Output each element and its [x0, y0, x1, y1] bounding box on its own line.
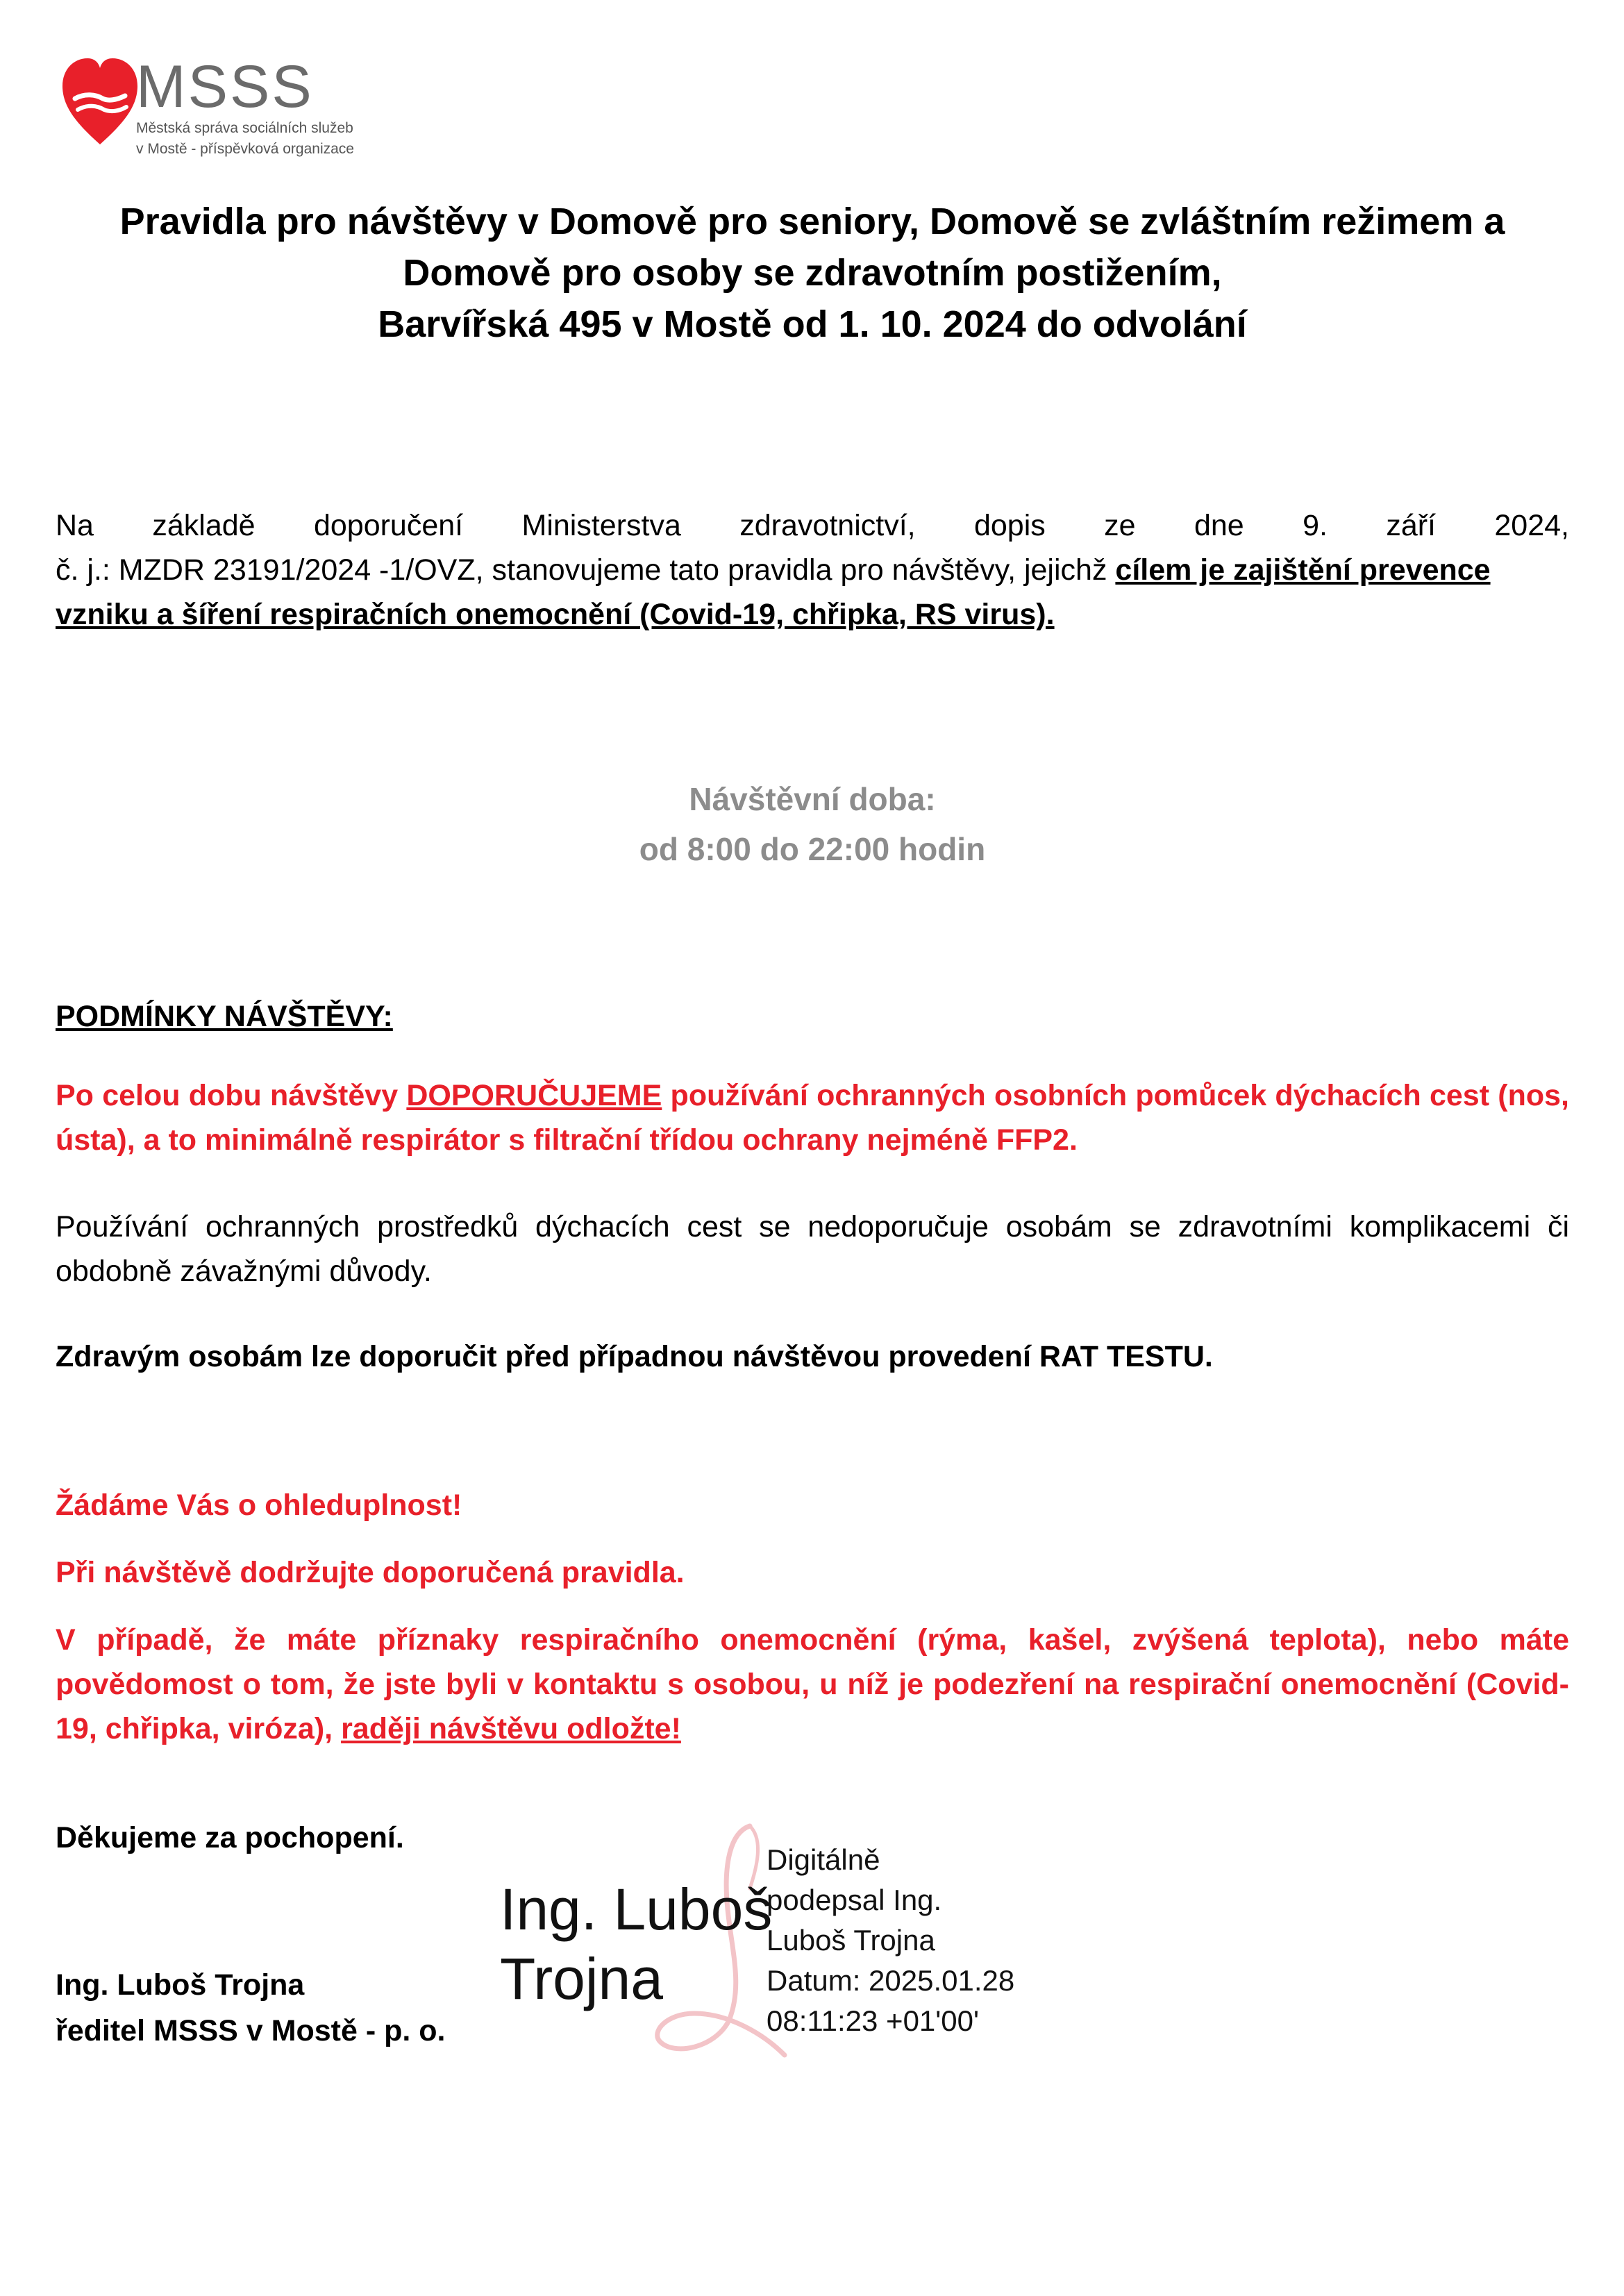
document-title	[56, 196, 1569, 350]
appeal-follow-rules: Při návštěvě dodržujte doporučená pravidla.	[56, 1556, 685, 1589]
digital-signature-name-2: Trojna	[500, 1946, 663, 2011]
appeal-consideration: Žádáme Vás o ohleduplnost!	[56, 1489, 462, 1522]
postpone-line-3-a: 19, chřipka, viróza),	[56, 1712, 342, 1745]
appeal-postpone-paragraph	[56, 1618, 1569, 1751]
intro-goal-emphasis: cílem je zajištění prevence	[1115, 553, 1491, 587]
visiting-time: od 8:00 do 22:00 hodin	[639, 831, 986, 867]
note-line-1: Používání ochranných prostředků dýchacích cest se nedoporučuje osobám se zdravotními komplikacemi či	[56, 1210, 1569, 1243]
ppe-line-1-a: Po celou dobu návštěvy	[56, 1079, 407, 1112]
rat-test-recommendation: Zdravým osobám lze doporučit před případnou návštěvou provedení RAT TESTU.	[56, 1340, 1213, 1373]
postpone-emphasis: raději návštěvu odložte!	[341, 1712, 681, 1745]
postpone-line-3	[56, 1707, 1569, 1751]
title-line-2: Domově pro osoby se zdravotním postižením,	[403, 252, 1222, 294]
note-line-2: obdobně závažnými důvody.	[56, 1255, 432, 1288]
heart-hands-icon	[61, 56, 139, 150]
sig-meta-2: podepsal Ing.	[767, 1884, 942, 1916]
ppe-recommendation	[56, 1073, 1569, 1162]
logo	[61, 56, 139, 153]
intro-paragraph	[56, 503, 1569, 637]
logo-subtitle-2: v Mostě - příspěvková organizace	[136, 141, 354, 157]
title-line-1: Pravidla pro návštěvy v Domově pro seniory, Domově se zvláštním režimem a	[119, 201, 1505, 242]
sig-meta-5: 08:11:23 +01'00'	[767, 2004, 980, 2037]
recommend-emphasis: DOPORUČUJEME	[406, 1079, 662, 1112]
sig-meta-3: Luboš Trojna	[767, 1924, 935, 1956]
sig-meta-1: Digitálně	[767, 1843, 880, 1876]
intro-line-2-text: č. j.: MZDR 23191/2024 -1/OVZ, stanovujeme tato pravidla pro návštěvy, jejichž	[56, 553, 1116, 587]
ppe-line-1-c: používání ochranných osobních pomůcek dýchacích cest (nos,	[662, 1079, 1569, 1112]
intro-line-1: Na základě doporučení Ministerstva zdravotnictví, dopis ze dne 9. září 2024,	[56, 509, 1569, 542]
visiting-heading: Návštěvní doba:	[689, 781, 936, 817]
signer-role: ředitel MSSS v Mostě - p. o.	[56, 2014, 446, 2047]
intro-line-2	[56, 548, 1569, 592]
logo-subtitle-1: Městská správa sociálních služeb	[136, 120, 353, 136]
signer-block	[56, 1962, 445, 2054]
ppe-line-1	[56, 1073, 1569, 1118]
logo-name: MSSS	[136, 53, 314, 120]
postpone-line-2: povědomost o tom, že jste byli v kontaktu s osobou, u níž je podezření na respirační onemocnění (Covid-	[56, 1668, 1569, 1701]
visiting-hours	[56, 774, 1569, 874]
intro-line-3: vzniku a šíření respiračních onemocnění (Covid-19, chřipka, RS virus).	[56, 598, 1055, 631]
sig-meta-4: Datum: 2025.01.28	[767, 1964, 1015, 1997]
digital-signature-name-1: Ing. Luboš	[500, 1877, 773, 1942]
logo-text	[136, 53, 354, 158]
ppe-line-2: ústa), a to minimálně respirátor s filtrační třídou ochrany nejméně FFP2.	[56, 1123, 1078, 1157]
digital-signature-meta	[767, 1840, 1014, 2041]
postpone-line-1: V případě, že máte příznaky respiračního onemocnění (rýma, kašel, zvýšená teplota), nebo máte	[56, 1623, 1569, 1657]
thanks-line: Děkujeme za pochopení.	[56, 1821, 404, 1854]
title-line-3: Barvířská 495 v Mostě od 1. 10. 2024 do odvolání	[378, 303, 1247, 345]
ppe-exemption-note	[56, 1205, 1569, 1293]
signer-name: Ing. Luboš Trojna	[56, 1968, 305, 2002]
conditions-heading: PODMÍNKY NÁVŠTĚVY:	[56, 1000, 393, 1033]
digital-signature-name	[500, 1875, 772, 2013]
